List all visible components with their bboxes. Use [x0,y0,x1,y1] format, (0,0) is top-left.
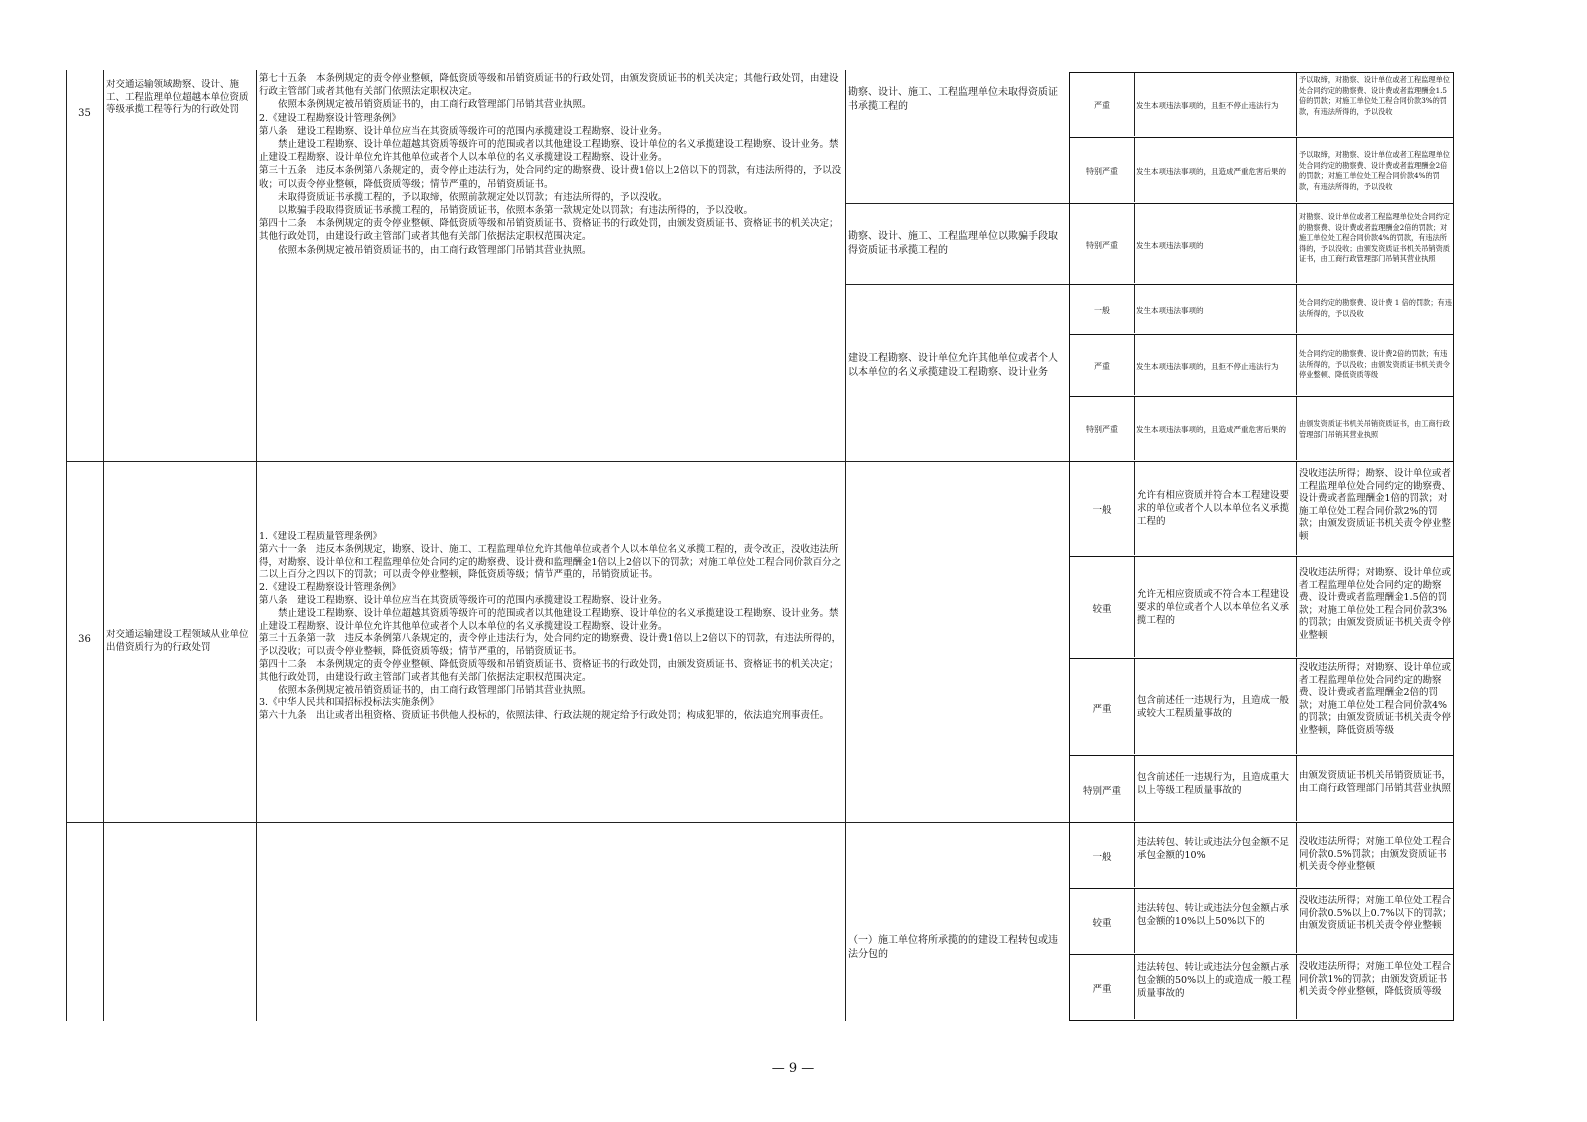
penalty-item [1069,658,1454,756]
legal-basis: 第七十五条 本条例规定的责令停业整顿，降低资质等级和吊销资质证书的行政处罚，由颁发资质证书的机关决定；其他行政处罚，由建设行政主管部门或者其他有关部门依照法定职权决定。 依照本条例规定被吊销资质证书的，由工商行政管理部门吊销其营业执照。 2.《建设工程勘察设计管理条例》 第八条 建设工程勘察、设计单位应当在其资质等级许可的范围内承揽建设工程勘察、设计业务。 禁止建设工程勘察、设计单位超越其资质等级许可的范围或者以其他建设工程勘察、设计单位的名义承揽建设工程勘察、设计业务。禁止建设工程勘察、设计单位允许其他单位或者个人以本单位的名义承揽建设工程勘察、设计业务。 第三十五条 违反本条例第八条规定的，责令停止违法行为，处合同约定的勘察费、设计费1倍以上2倍以下的罚款，有违法所得的，予以没收；可以责令停业整顿，降低资质等级；情节严重的，吊销资质证书。 未取得资质证书承揽工程的，予以取缔，依照前款规定处以罚款；有违法所得的，予以没收。 以欺骗手段取得资质证书承揽工程的，吊销资质证书，依照本条第一款规定处以罚款；有违法所得的，予以没收。 第四十二条 本条例规定的责令停业整顿、降低资质等级和吊销资质证书、资格证书的行政处罚，由颁发资质证书、资格证书的机关决定；其他行政处罚，由建设行政主管部门或者其他有关部门依据法定职权范围决定。 依照本条例规定被吊销资质证书的，由工商行政管理部门吊销其营业执照。 [259,73,842,256]
violation-condition: 发生本项违法事项的，且拒不停止违法行为 [1136,362,1279,371]
violation-condition: 发生本项违法事项的，且造成严重危害后果的 [1136,167,1286,176]
penalty-item [1069,822,1454,889]
violation-condition: 包含前述任一违规行为，且造成一般或较大工程质量事故的 [1137,695,1290,719]
penalty-standard: 没收违法所得；对勘察、设计单位或者工程监理单位处合同约定的勘察费、设计费或者监理酬金2倍的罚款；对施工单位处工程合同价款4%的罚款；由颁发资质证书机关责令停业整顿，降低资质等级 [1299,662,1452,736]
severity-level: 一般 [1092,852,1112,863]
penalty-standard: 没收违法所得；对施工单位处工程合同价款0.5%以上0.7%以下的罚款；由颁发资质证书机关责令停业整顿 [1299,895,1452,932]
violation-description: 建设工程勘察、设计单位允许其他单位或者个人以本单位的名义承揽建设工程勘察、设计业务 [848,353,1058,378]
row-divider [845,203,1070,204]
penalty-standard: 予以取缔，对勘察、设计单位或者工程监理单位处合同约定的勘察费、设计费或者监理酬金2倍的罚款；对施工单位处工程合同价款4%的罚款，有违法所得的，予以没收 [1299,150,1450,191]
violation-condition: 发生本项违法事项的 [1136,241,1204,250]
severity-level: 严重 [1094,101,1110,110]
penalty-item [1069,72,1454,138]
penalty-item [1069,137,1454,204]
severity-level: 特别严重 [1086,241,1118,250]
violation-description: （一）施工单位将所承揽的的建设工程转包或违法分包的 [848,935,1058,960]
row-divider [66,461,1070,462]
severity-level: 特别严重 [1086,167,1118,176]
penalty-standard: 处合同约定的勘察费、设计费2倍的罚款；有违法所得的，予以没收；由颁发资质证书机关责令停业整顿、降低资质等级 [1299,349,1450,380]
penalty-item [1069,284,1454,335]
penalty-standard: 没收违法所得；对施工单位处工程合同价款0.5%罚款；由颁发资质证书机关责令停业整顿 [1299,836,1452,873]
row-number: 36 [78,634,91,645]
penalty-item [1069,755,1454,823]
violation-condition: 发生本项违法事项的，且拒不停止违法行为 [1136,101,1279,110]
row-category: 对交通运输领域勘察、设计、施工、工程监理单位超越本单位资质等级承揽工程等行为的行政处罚 [106,79,249,115]
violation-condition: 违法转包、转让或违法分包金额不足承包金额的10% [1137,837,1290,861]
penalty-item [1069,556,1454,659]
row-number: 35 [78,108,91,119]
violation-condition: 发生本项违法事项的 [1136,306,1204,315]
penalty-standard: 予以取缔，对勘察、设计单位或者工程监理单位处合同约定的勘察费、设计费或者监理酬金1.5倍的罚款；对施工单位处工程合同价款3%的罚款，有违法所得的，予以没收 [1299,75,1450,116]
row-category: 对交通运输建设工程领域从业单位出借资质行为的行政处罚 [106,629,249,653]
table-divider [103,70,104,1021]
severity-level: 特别严重 [1086,425,1118,434]
penalty-item [1069,461,1454,557]
violation-condition: 允许有相应资质并符合本工程建设要求的单位或者个人以本单位名义承揽工程的 [1137,490,1290,527]
penalty-item [1069,396,1454,462]
severity-level: 一般 [1092,505,1112,516]
severity-level: 严重 [1094,362,1110,371]
violation-condition: 发生本项违法事项的，且造成严重危害后果的 [1136,425,1286,434]
severity-level: 特别严重 [1082,786,1121,797]
violation-condition: 违法转包、转让或违法分包金额占承包金额的50%以上的或造成一般工程质量事故的 [1137,962,1292,999]
penalty-standard: 没收违法所得；对勘察、设计单位或者工程监理单位处合同约定的勘察费、设计费或者监理酬金1.5倍的罚款；对施工单位处工程合同价款3%的罚款；由颁发资质证书机关责令停业整顿 [1299,567,1452,641]
severity-level: 严重 [1092,704,1112,715]
penalty-item [1069,954,1454,1021]
penalty-standard: 没收违法所得；勘察、设计单位或者工程监理单位处合同约定的勘察费、设计费或者监理酬金1倍的罚款；对施工单位处工程合同价款2%的罚款；由颁发资质证书机关责令停业整顿 [1299,468,1452,542]
legal-basis: 1.《建设工程质量管理条例》 第六十一条 违反本条例规定，勘察、设计、施工、工程监理单位允许其他单位或者个人以本单位名义承揽工程的，责令改正，没收违法所得，对勘察、设计单位和工程监理单位处合同约定的勘察费、设计费和监理酬金1倍以上2倍以下的罚款；对施工单位处工程合同价款百分之二以上百分之四以下的罚款；可以责令停业整顿，降低资质等级；情节严重的，吊销资质证书。 2.《建设工程勘察设计管理条例》 第八条 建设工程勘察、设计单位应当在其资质等级许可的范围内承揽建设工程勘察、设计业务。 禁止建设工程勘察、设计单位超越其资质等级许可的范围或者以其他建设工程勘察、设计单位的名义承揽建设工程勘察、设计业务。禁止建设工程勘察、设计单位允许其他单位或者个人以本单位的名义承揽建设工程勘察、设计业务。 第三十五条第一款 违反本条例第八条规定的，责令停止违法行为，处合同约定的勘察费、设计费1倍以上2倍以下的罚款，有违法所得的，予以没收；可以责令停业整顿，降低资质等级；情节严重的，吊销资质证书。 第四十二条 本条例规定的责令停业整顿、降低资质等级和吊销资质证书、资格证书的行政处罚，由颁发资质证书、资格证书的机关决定；其他行政处罚，由建设行政主管部门或者其他有关部门依据法定职权范围决定。 依照本条例规定被吊销资质证书的，由工商行政管理部门吊销其营业执照。 3.《中华人民共和国招标投标法实施条例》 第六十九条 出让或者出租资格、资质证书供他人投标的，依照法律、行政法规的规定给予行政处罚；构成犯罪的，依法追究刑事责任。 [259,531,842,722]
severity-level: 一般 [1094,306,1110,315]
severity-level: 较重 [1092,604,1112,615]
table-divider [256,70,257,1021]
row-divider [845,284,1070,285]
penalty-standard: 由颁发资质证书机关吊销资质证书，由工商行政管理部门吊销其营业执照 [1299,770,1452,794]
violation-description: 勘察、设计、施工、工程监理单位以欺骗手段取得资质证书承揽工程的 [848,231,1058,256]
penalty-standard: 对勘察、设计单位或者工程监理单位处合同约定的勘察费、设计费或者监理酬金2倍的罚款；对施工单位处工程合同价款4%的罚款，有违法所得的，予以没收；由颁发资质证书机关吊销资质证书，由工商行政管理部门吊销其营业执照 [1299,212,1450,264]
penalty-standard: 由颁发资质证书机关吊销资质证书，由工商行政管理部门吊销其营业执照 [1299,419,1450,439]
severity-level: 较重 [1092,918,1112,929]
row-divider [66,822,1070,823]
violation-condition: 包含前述任一违规行为，且造成重大以上等级工程质量事故的 [1137,772,1290,796]
table-divider [845,70,846,1021]
penalty-standard: 没收违法所得；对施工单位处工程合同价款1%的罚款；由颁发资质证书机关责令停业整顿，降低资质等级 [1299,961,1452,998]
violation-condition: 允许无相应资质或不符合本工程建设要求的单位或者个人以本单位名义承揽工程的 [1137,589,1290,626]
penalty-standard: 处合同约定的勘察费、设计费 1 倍的罚款；有违法所得的，予以没收 [1299,298,1452,318]
violation-condition: 违法转包、转让或违法分包金额占承包金额的10%以上50%以下的 [1137,903,1290,927]
penalty-item [1069,203,1454,285]
penalty-item [1069,334,1454,397]
page-number: — 9 — [771,1061,815,1076]
table-border-left [66,70,67,1021]
severity-level: 严重 [1092,984,1112,995]
penalty-item [1069,888,1454,955]
violation-description: 勘察、设计、施工、工程监理单位未取得资质证书承揽工程的 [848,87,1058,112]
